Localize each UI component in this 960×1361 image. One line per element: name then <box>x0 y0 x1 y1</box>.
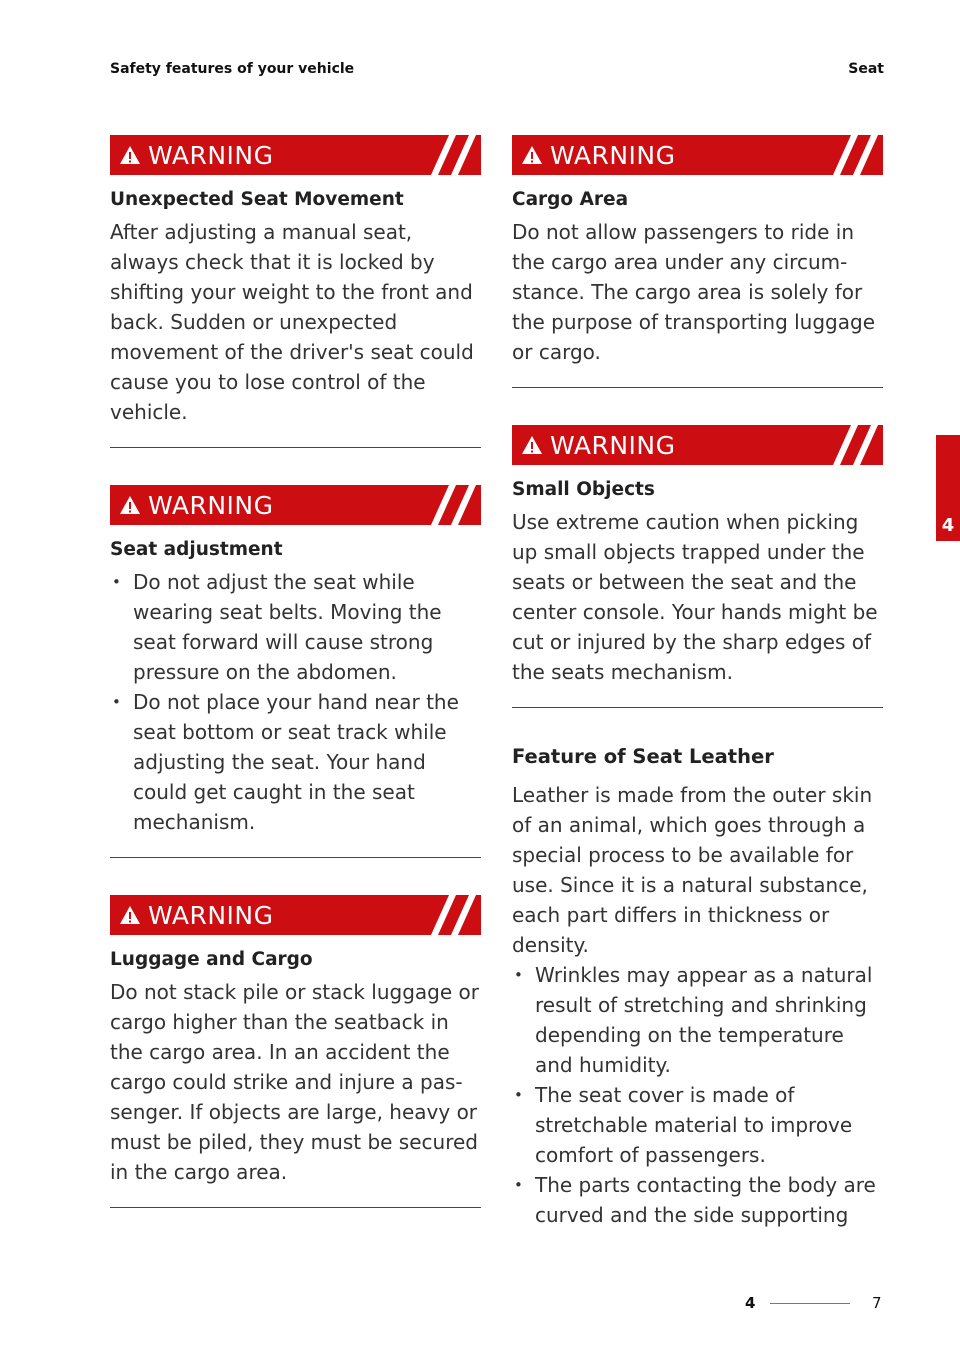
footer-divider <box>770 1303 850 1304</box>
warning-text: Do not allow passengers to ride in the cargo area under any circum-stance. The cargo area is solely for the purpose of transporting luggage or cargo. <box>512 220 875 364</box>
warning-label: WARNING <box>148 900 274 930</box>
warning-title: Seat adjustment <box>110 539 283 560</box>
warning-stripes-decoration <box>431 895 479 935</box>
bullet-item: • The parts contacting the body are curved and the side supporting <box>512 1170 883 1230</box>
running-header-section: Safety features of your vehicle <box>110 61 355 77</box>
bullet-item: • Do not place your hand near the seat bottom or seat track while adjusting the seat. Your hand could get caught in the seat mechanism. <box>110 687 481 837</box>
warning-text: Use extreme caution when picking up small objects trapped under the seats or between the seat and the center console. Your hands might be cut or injured by the sharp edges of the seats mechanism. <box>512 510 878 684</box>
warning-label: WARNING <box>550 430 676 460</box>
warning-banner <box>512 425 883 465</box>
running-header-topic: Seat <box>848 61 884 77</box>
chapter-side-tab <box>936 435 960 541</box>
warning-triangle-icon <box>118 143 142 167</box>
bullet-item: • Do not adjust the seat while wearing seat belts. Moving the seat forward will cause strong pressure on the abdomen. <box>110 567 481 687</box>
warning-stripes-decoration <box>431 135 479 175</box>
warning-stripes-decoration <box>833 425 881 465</box>
warning-title: Small Objects <box>512 479 655 500</box>
warning-divider <box>110 857 481 858</box>
warning-box-luggage-and-cargo <box>110 895 481 1208</box>
warning-stripes-decoration <box>431 485 479 525</box>
footer-page-number: 7 <box>872 1294 882 1312</box>
left-column <box>110 135 481 1245</box>
warning-triangle-icon <box>118 493 142 517</box>
right-column <box>512 135 883 1230</box>
bullet-item: • Wrinkles may appear as a natural result of stretching and shrinking depending on the temperature and humidity. <box>512 960 883 1080</box>
warning-text: After adjusting a manual seat, always check that it is locked by shifting your weight to the front and back. Sudden or unexpected movement of the driver's seat could cause you to lose control of the vehicle. <box>110 220 474 424</box>
warning-divider <box>110 1207 481 1208</box>
warning-title: Luggage and Cargo <box>110 949 313 970</box>
warning-box-cargo-area <box>512 135 883 388</box>
warning-label: WARNING <box>148 140 274 170</box>
warning-banner <box>110 895 481 935</box>
warning-divider <box>512 707 883 708</box>
warning-banner <box>110 485 481 525</box>
warning-label: WARNING <box>148 490 274 520</box>
warning-banner <box>512 135 883 175</box>
warning-triangle-icon <box>118 903 142 927</box>
seat-leather-section <box>512 745 883 1230</box>
section-text: Leather is made from the outer skin of an animal, which goes through a special process to be available for use. Since it is a natural substance, each part differs in thickness or density. <box>512 783 873 957</box>
warning-title: Unexpected Seat Movement <box>110 189 404 210</box>
warning-box-small-objects <box>512 425 883 708</box>
warning-banner <box>110 135 481 175</box>
section-bullet-list <box>512 960 883 1230</box>
footer-chapter-number: 4 <box>745 1294 756 1312</box>
warning-triangle-icon <box>520 433 544 457</box>
warning-title: Cargo Area <box>512 189 629 210</box>
chapter-side-tab-number: 4 <box>941 515 955 536</box>
warning-label: WARNING <box>550 140 676 170</box>
section-title: Feature of Seat Leather <box>512 745 774 768</box>
warning-stripes-decoration <box>833 135 881 175</box>
warning-box-unexpected-seat-movement <box>110 135 481 448</box>
warning-divider <box>110 447 481 448</box>
bullet-item: • The seat cover is made of stretchable material to improve comfort of passengers. <box>512 1080 883 1170</box>
warning-bullet-list <box>110 567 481 837</box>
warning-text: Do not stack pile or stack luggage or cargo higher than the seatback in the cargo area. In an accident the cargo could strike and injure a pas-senger. If objects are large, heavy or must be piled, they must be secured in the cargo area. <box>110 980 479 1184</box>
warning-triangle-icon <box>520 143 544 167</box>
warning-box-seat-adjustment <box>110 485 481 858</box>
warning-divider <box>512 387 883 388</box>
